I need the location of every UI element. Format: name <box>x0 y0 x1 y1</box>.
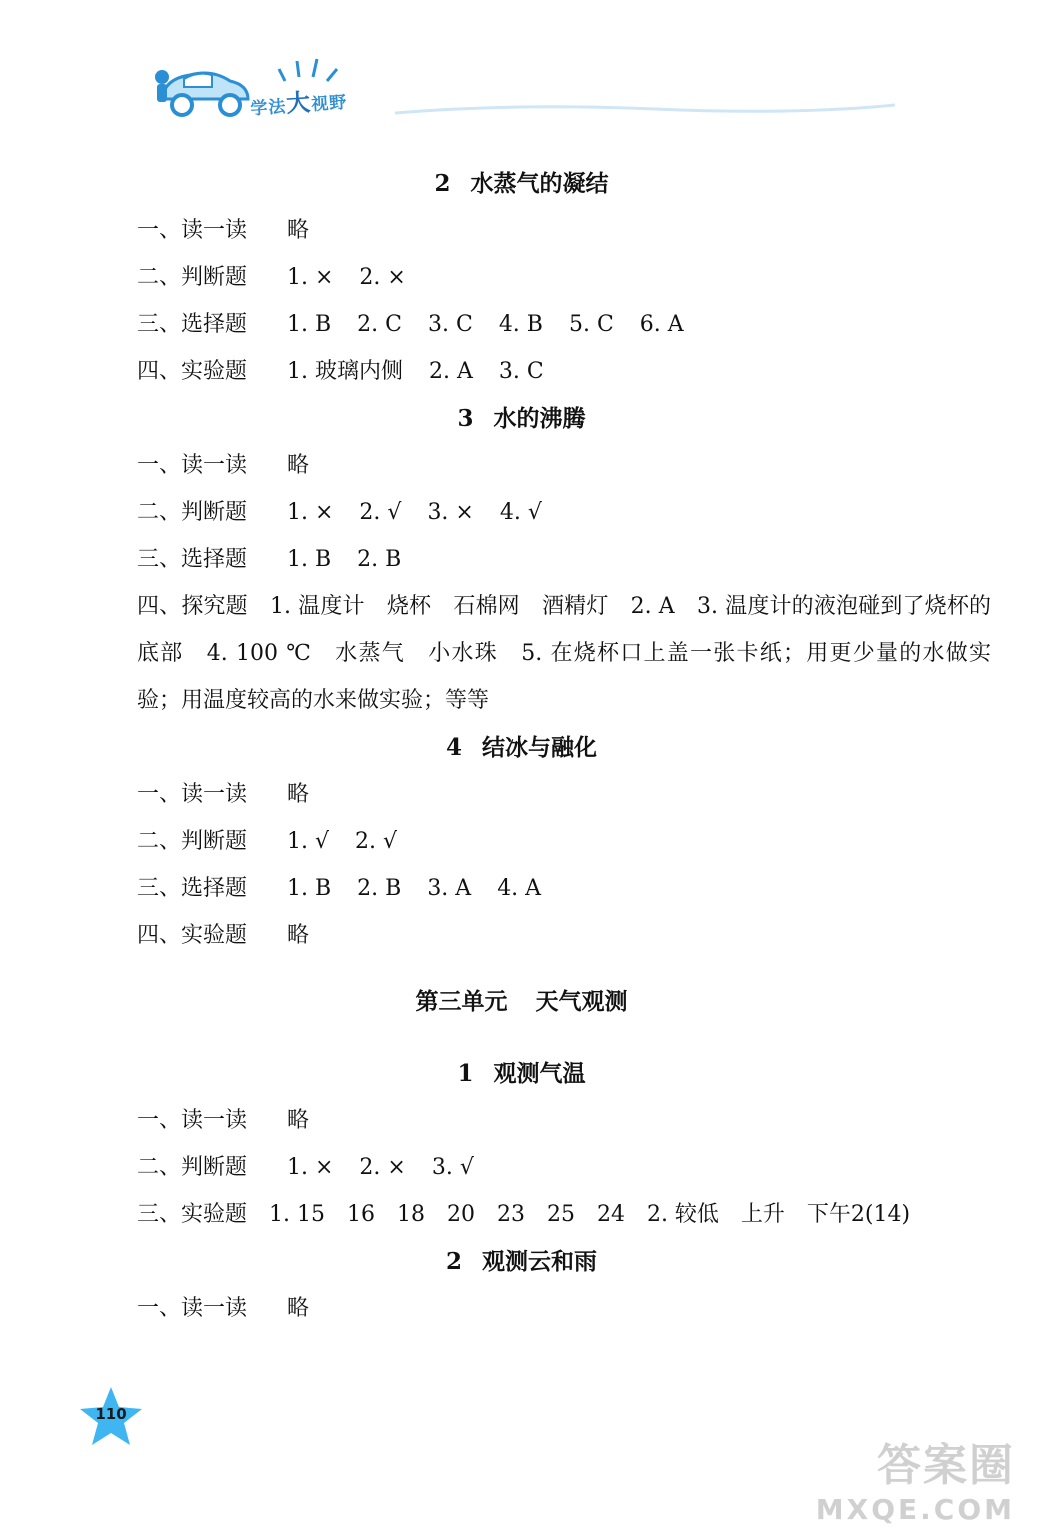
answer-item: 1. × <box>287 265 334 290</box>
answer-row <box>0 771 1043 818</box>
section-number: 1 <box>457 1060 474 1087</box>
answer-row <box>0 254 1043 301</box>
answer-row <box>0 348 1043 395</box>
unit-title: 第三单元 天气观测 <box>415 989 628 1015</box>
answer-item: 2. C <box>357 312 402 337</box>
section-title <box>0 1050 1043 1097</box>
question-type-label: 一、读一读 <box>137 1108 248 1133</box>
page-number-badge <box>78 1385 144 1447</box>
answer-item: 2. B <box>357 876 402 901</box>
answer-item: 5. C <box>568 312 614 337</box>
section-number: 4 <box>445 734 462 761</box>
answer-item: 3. C <box>498 359 544 384</box>
question-type-label: 二、判断题 <box>137 1155 248 1180</box>
section-title <box>0 724 1043 771</box>
watermark-title: 答案圈 <box>877 1440 1015 1491</box>
answer-item: 略 <box>287 782 310 807</box>
answer-item: 2. √ <box>359 500 402 525</box>
car-icon <box>150 55 260 125</box>
answer-item: 4. B <box>498 312 543 337</box>
section-heading: 水蒸气的凝结 <box>470 171 609 197</box>
question-type-label: 三、选择题 <box>137 312 248 337</box>
question-type-label: 二、判断题 <box>137 265 248 290</box>
section-heading: 结冰与融化 <box>482 735 597 761</box>
answer-paragraph: 四、探究题 1. 温度计 烧杯 石棉网 酒精灯 2. A 3. 温度计的液泡碰到了烧杯的底部 4. 100 ℃ 水蒸气 小水珠 5. 在烧杯口上盖一张卡纸；用更少量的水做实验；用温度较高的水来做实验；等等 <box>137 594 991 713</box>
answer-section <box>0 160 1043 395</box>
answer-row <box>0 865 1043 912</box>
question-type-label: 三、选择题 <box>137 876 248 901</box>
answer-item: 2. B <box>357 547 402 572</box>
question-type-label: 四、实验题 <box>137 923 248 948</box>
answer-item: 3. C <box>427 312 473 337</box>
answer-item: 略 <box>287 1296 310 1321</box>
answer-item: 3. × <box>427 500 474 525</box>
answer-item: 4. √ <box>499 500 542 525</box>
section-heading: 观测气温 <box>493 1061 586 1087</box>
question-type-label: 四、实验题 <box>137 359 248 384</box>
question-type-label: 一、读一读 <box>137 453 248 478</box>
answer-item: 4. A <box>497 876 542 901</box>
answer-row <box>0 912 1043 959</box>
question-type-label: 二、判断题 <box>137 829 248 854</box>
answer-content <box>0 160 1043 1332</box>
unit-section-list <box>0 1050 1043 1332</box>
answer-section <box>0 1050 1043 1238</box>
answer-item: 1. × <box>287 500 334 525</box>
answer-section <box>0 724 1043 959</box>
question-type-label: 一、读一读 <box>137 218 248 243</box>
answer-item: 1. B <box>287 876 332 901</box>
answer-paragraph: 三、实验题 1. 15 16 18 20 23 25 24 2. 较低 上升 下午2(14) <box>137 1202 911 1227</box>
section-title <box>0 395 1043 442</box>
answer-row <box>0 818 1043 865</box>
answer-item: 1. × <box>287 1155 334 1180</box>
answer-item: 2. × <box>359 265 406 290</box>
page-number: 110 <box>95 1405 127 1423</box>
section-number: 2 <box>445 1248 462 1275</box>
question-type-label: 一、读一读 <box>137 1296 248 1321</box>
answer-row <box>0 1144 1043 1191</box>
watermark <box>816 1429 1015 1526</box>
header-decor-line <box>395 95 895 125</box>
answer-item: 略 <box>287 1108 310 1133</box>
answer-row <box>0 301 1043 348</box>
answer-item: 略 <box>287 218 310 243</box>
logo-title: 学法大视野 <box>249 88 348 120</box>
question-type-label: 三、选择题 <box>137 547 248 572</box>
answer-row <box>0 207 1043 254</box>
answer-item: 2. × <box>359 1155 406 1180</box>
answer-item: 2. A <box>428 359 473 384</box>
answer-item: 略 <box>287 923 310 948</box>
section-number: 2 <box>434 170 451 197</box>
answer-row <box>0 489 1043 536</box>
answer-item: 3. A <box>427 876 472 901</box>
section-number: 3 <box>457 405 474 432</box>
watermark-url: MXQE.COM <box>815 1493 1015 1526</box>
answer-row <box>0 536 1043 583</box>
section-heading: 观测云和雨 <box>482 1249 597 1275</box>
answer-row <box>0 1097 1043 1144</box>
answer-item: 1. B <box>287 312 332 337</box>
answer-item: 1. 玻璃内侧 <box>287 359 403 384</box>
answer-item: 6. A <box>639 312 684 337</box>
question-type-label: 二、判断题 <box>137 500 248 525</box>
answer-item: 1. √ <box>287 829 330 854</box>
answer-item: 2. √ <box>355 829 398 854</box>
answer-row <box>0 442 1043 489</box>
section-heading: 水的沸腾 <box>493 406 586 432</box>
answer-item: 1. B <box>287 547 332 572</box>
answer-item: 3. √ <box>431 1155 474 1180</box>
answer-item: 略 <box>287 453 310 478</box>
section-title <box>0 160 1043 207</box>
answer-section <box>0 1238 1043 1332</box>
section-list <box>0 160 1043 959</box>
answer-row <box>0 1285 1043 1332</box>
question-type-label: 一、读一读 <box>137 782 248 807</box>
answer-section <box>0 395 1043 724</box>
section-title <box>0 1238 1043 1285</box>
header-logo <box>150 55 410 135</box>
